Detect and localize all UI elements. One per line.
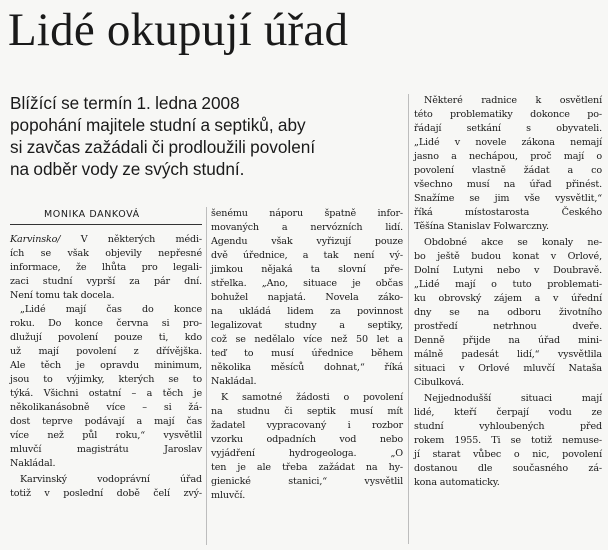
text-line: bohužel napjatá. Novela záko-: [211, 292, 403, 303]
text-line: „Lidé mají o tuto problemati-: [414, 279, 602, 290]
text-line: studní vyhloubených před: [414, 421, 602, 432]
text-line: šenému náporu špatně infor-: [211, 208, 403, 219]
text-line: Dolní Lutyni nebo v Doubravě.: [414, 265, 602, 276]
text-line: ten je ale třeba zažádat na hy-: [211, 462, 403, 473]
text-line: Těšína Stanislav Folwarczny.: [414, 221, 549, 232]
text-line: zaci studní vyprší za pár dní.: [10, 276, 202, 287]
text-line: situaci v Orlové mluvčí Nataša: [414, 363, 602, 374]
text-line: Ale těch je opravdu minimum,: [10, 360, 202, 371]
text-line: Cibulková.: [414, 377, 465, 388]
text-line: rokem 1955. Ti se totiž nemuse-: [414, 435, 602, 446]
text-line: dny se na odboru životního: [414, 307, 602, 318]
article-column-2: [211, 207, 403, 503]
text-line: teď to musí úřednice během: [211, 348, 403, 359]
lead-line: popohání majitele studní a septiků, aby: [10, 115, 306, 135]
text-line: několika měsíců dohnat,“ říká: [211, 362, 403, 373]
text-line: jimkou nějaká ta slovní pře-: [211, 264, 403, 275]
text-line: dostanou dle současného zá-: [414, 463, 602, 474]
text-line: movaných a nervózních lidí.: [211, 222, 403, 233]
text-line: vzorku odpadních vod nebo: [211, 434, 403, 445]
text-line: Obdobné akce se konaly ne-: [424, 237, 602, 248]
text-line: říká místostarosta Českého: [414, 207, 602, 218]
text-line: mluvčí magistrátu Jaroslav: [10, 444, 202, 455]
text-line: střelka. „Ano, situace je občas: [211, 278, 403, 289]
text-line: což se nedělalo více než 50 let a: [211, 334, 403, 345]
text-line: Nakládal.: [10, 458, 56, 469]
text-line: Nejjednodušší situaci mají: [424, 393, 602, 404]
text-line: dost teprve podávají a mají čas: [10, 416, 202, 427]
text-line: jasno a nechápou, proč mají o: [414, 151, 602, 162]
text-line: dlužují povolení pouze ti, kdo: [10, 332, 202, 343]
headline: Lidé okupují úřad: [8, 4, 349, 56]
text-line: Denně přijde na úřad mini-: [414, 335, 602, 346]
text-line: jí starat vůbec o nic, povolení: [414, 449, 602, 460]
text-line: už mají povolení z dřívějška.: [10, 346, 202, 357]
author-byline: MONIKA DANKOVÁ: [44, 209, 140, 220]
text-line: všechno musí na úřad přinést.: [414, 179, 602, 190]
article-column-1: [10, 233, 202, 501]
lead-line: na odběr vody ze svých studní.: [10, 159, 245, 179]
text-line: řádají setkání s obyvateli.: [414, 123, 602, 134]
lead-paragraph: [10, 92, 405, 180]
text-line: totiž v poslední době čelí zvý-: [10, 488, 202, 499]
text-line: mluvčí.: [211, 490, 246, 501]
byline-rule: [10, 224, 202, 225]
text-line: ích se však objevily nepřesné: [10, 248, 202, 259]
text-line: „Lidé mají čas do konce: [20, 304, 202, 315]
text-line: Není tomu tak docela.: [10, 290, 115, 301]
text-line: Karvinsko/ V některých médi-: [10, 234, 202, 245]
text-line: málně padesát lidí,“ vysvětlila: [414, 349, 602, 360]
text-line: kona automaticky.: [414, 477, 500, 488]
text-line: Nakládal.: [211, 376, 257, 387]
dateline: Karvinsko/: [10, 234, 61, 245]
text-line: legalizovat studny a septiky,: [211, 320, 403, 331]
text-line: týká. Všichni ostatní – a těch je: [10, 388, 202, 399]
text-line: „Lidé v novele zákona nemají: [414, 137, 602, 148]
text-line: žadatel vypracovaný i rozbor: [211, 420, 403, 431]
lead-line: Blížící se termín 1. ledna 2008: [10, 93, 240, 113]
text-line: informace, že lhůta pro legali-: [10, 262, 202, 273]
text-line: roku. Do konce června si pro-: [10, 318, 202, 329]
text-line: povolení vlastně žádat a co: [414, 165, 602, 176]
text-line: Karvinský vodoprávní úřad: [20, 474, 202, 485]
text-line: na studnu či septik musí mít: [211, 406, 403, 417]
text-line: této problematiky dokonce po-: [414, 109, 602, 120]
text-line: gienické stanici,“ vysvětlil: [211, 476, 403, 487]
text-line: více než půl roku,“ vysvětlil: [10, 430, 202, 441]
text-line: Některé radnice k osvětlení: [424, 95, 602, 106]
text-line: vyjádření hydrogeologa. „O: [211, 448, 403, 459]
text-line: prostředí netrhnou dveře.: [414, 321, 602, 332]
column-divider: [408, 94, 409, 544]
text-line: Snažíme se jim vše vysvětlit,“: [414, 193, 602, 204]
text-line: několikanásobně více – si žá-: [10, 402, 202, 413]
text-line: na ukládá lidem za povinnost: [211, 306, 403, 317]
text-line: jsou to výjimky, kterých se to: [10, 374, 202, 385]
article-column-3: [414, 94, 602, 490]
text-line: ku obrovský zájem a v úřední: [414, 293, 602, 304]
text-line: lidé, kteří čerpají vodu ze: [414, 407, 602, 418]
text-line: bo ještě budou konat v Orlové,: [414, 251, 602, 262]
text-line: K samotné žádosti o povolení: [221, 392, 403, 403]
text-line: Agendu však vyřizují pouze: [211, 236, 403, 247]
text-line: dvě úřednice, a tak není vý-: [211, 250, 403, 261]
lead-line: si zavčas zažádali či prodloužili povolení: [10, 137, 316, 157]
column-divider: [206, 207, 207, 545]
